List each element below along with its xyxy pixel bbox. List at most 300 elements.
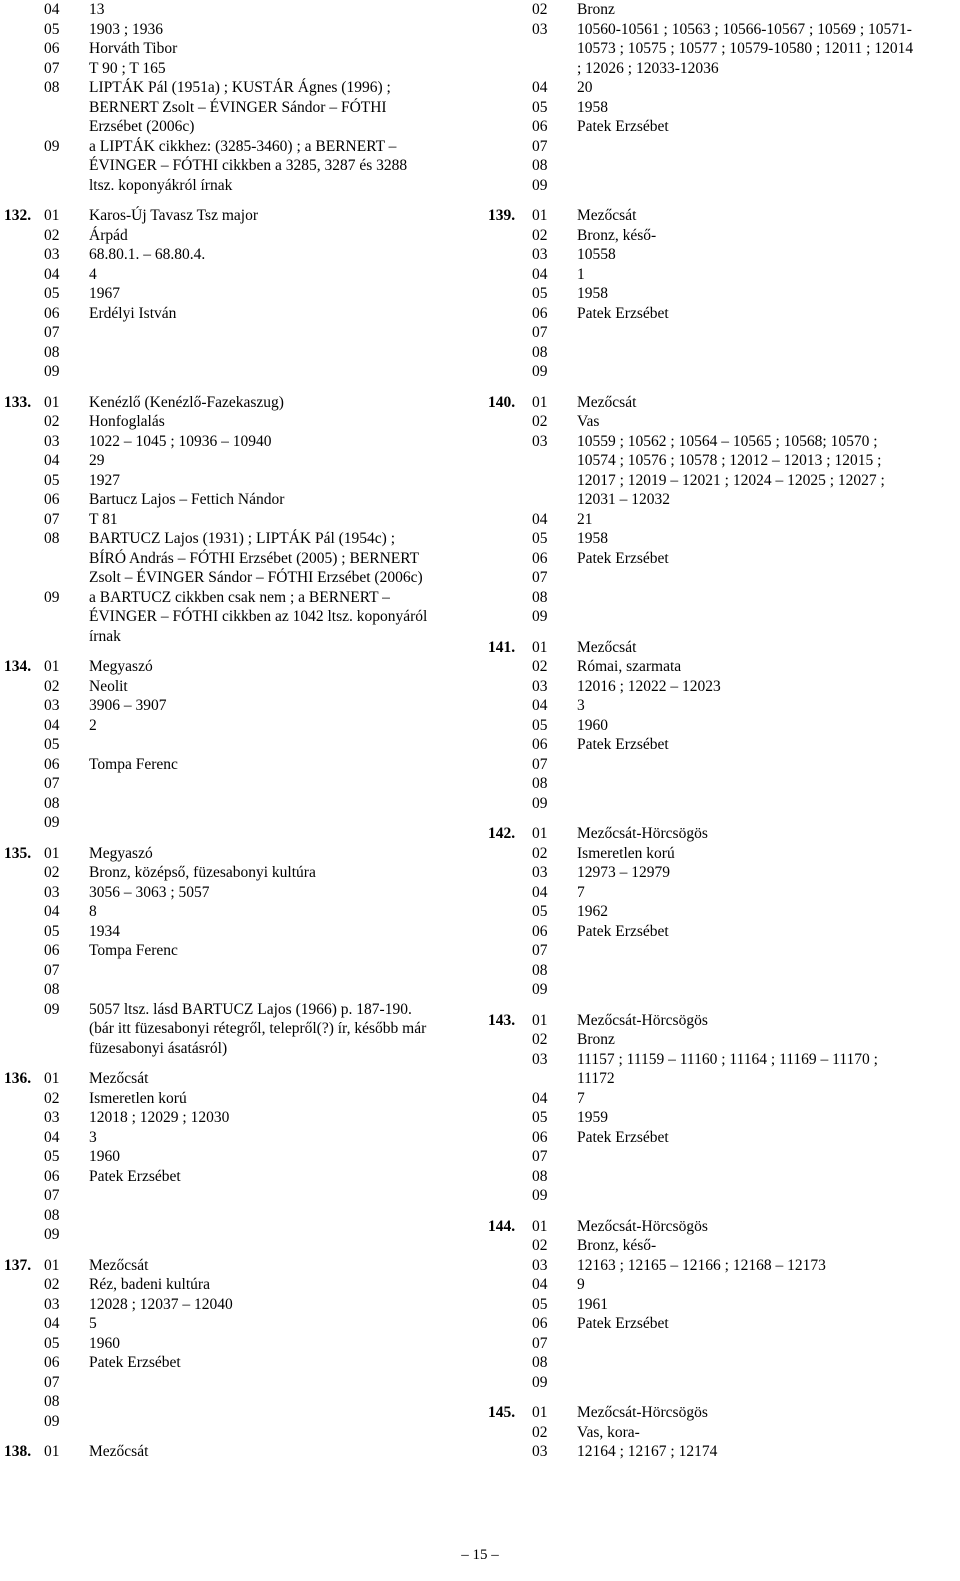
entry-field-row <box>488 755 960 775</box>
entry-field-row <box>0 1206 472 1226</box>
field-value: 68.80.1. – 68.80.4. <box>89 246 206 263</box>
entry-field-row <box>488 412 960 432</box>
field-value: 12164 ; 12167 ; 12174 <box>577 1443 718 1460</box>
field-code: 05 <box>532 1295 548 1313</box>
field-code: 02 <box>44 226 60 244</box>
field-code: 04 <box>532 265 548 283</box>
field-code: 06 <box>44 1354 60 1371</box>
entry-field-row <box>0 510 472 530</box>
entry-field-row <box>0 1167 472 1187</box>
field-code: 06 <box>44 1167 60 1185</box>
field-code: 07 <box>44 510 60 528</box>
entry-number <box>488 323 532 343</box>
field-value: 1903 ; 1936 <box>89 20 164 38</box>
field-value: LIPTÁK Pál (1951a) ; KUSTÁR Ágnes (1996) ; BERNERT Zsolt – ÉVINGER Sándor – FÓTHI Erzsébet (2006c) <box>89 79 391 135</box>
catalog-entry <box>488 638 960 814</box>
field-code: 06 <box>44 304 60 322</box>
entry-number <box>0 1167 44 1187</box>
entry-field-row <box>488 245 960 265</box>
field-value: Patek Erzsébet <box>577 1128 669 1146</box>
entry-number <box>0 755 44 775</box>
entry-number: 133. <box>4 393 32 411</box>
field-value <box>89 813 472 833</box>
field-value <box>89 794 472 814</box>
entry-field-row <box>0 206 472 226</box>
entry-number <box>0 471 44 491</box>
entry-field-row <box>488 1275 960 1295</box>
field-value <box>89 735 472 755</box>
field-value: 1960 <box>89 1334 120 1352</box>
entry-number <box>488 156 532 176</box>
field-code: 09 <box>44 588 60 606</box>
entry-field-row <box>0 471 472 491</box>
field-value: 1960 <box>89 1148 120 1165</box>
field-code: 04 <box>532 883 548 901</box>
entry-number <box>0 137 44 196</box>
field-value: 1958 <box>577 530 608 547</box>
field-value <box>577 568 960 588</box>
field-value: Mezőcsát <box>89 1256 149 1274</box>
entry-field-row <box>488 1256 960 1276</box>
entry-field-row <box>0 1225 472 1245</box>
entry-number <box>0 941 44 961</box>
field-code: 05 <box>532 1109 548 1126</box>
entry-number <box>488 549 532 569</box>
entry-field-row <box>488 137 960 157</box>
entry-number <box>0 716 44 736</box>
field-value <box>89 343 472 363</box>
entry-number <box>0 1392 44 1412</box>
entry-field-row <box>0 137 472 196</box>
field-code: 09 <box>532 608 548 625</box>
field-value <box>89 1412 472 1432</box>
field-code: 08 <box>532 588 548 606</box>
field-value: Bronz, késő- <box>577 1237 657 1254</box>
field-code: 05 <box>44 1148 60 1165</box>
entry-field-row <box>0 265 472 285</box>
field-value <box>577 1353 960 1373</box>
field-value: Ismeretlen korú <box>89 1089 187 1107</box>
field-value: Erdélyi István <box>89 304 177 322</box>
field-code: 01 <box>44 1443 60 1460</box>
field-code: 01 <box>532 825 548 842</box>
field-code: 05 <box>532 98 548 116</box>
field-code: 09 <box>532 1187 548 1204</box>
entry-field-row <box>0 39 472 59</box>
entry-number <box>488 265 532 285</box>
entry-number <box>488 1295 532 1315</box>
entry-field-row <box>0 922 472 942</box>
entry-number <box>0 78 44 137</box>
field-code: 04 <box>532 510 548 528</box>
entry-number <box>0 961 44 981</box>
field-code: 04 <box>532 1089 548 1107</box>
field-code: 04 <box>44 1 60 18</box>
field-code: 01 <box>532 207 548 224</box>
entry-field-row <box>488 78 960 98</box>
catalog-entry <box>488 206 960 382</box>
field-value: Neolit <box>89 677 128 695</box>
entry-number <box>488 1030 532 1050</box>
entry-field-row <box>488 1373 960 1393</box>
field-code: 06 <box>532 549 548 567</box>
entry-field-row <box>488 588 960 608</box>
entry-number <box>0 245 44 265</box>
catalog-entry <box>488 393 960 627</box>
field-code: 01 <box>532 638 548 656</box>
entry-field-row <box>488 1236 960 1256</box>
field-value: 3906 – 3907 <box>89 697 167 714</box>
field-value: 10559 ; 10562 ; 10564 – 10565 ; 10568; 10570 ; 10574 ; 10576 ; 10578 ; 12012 – 12013 ; 12015 ; 12017 ; 12019 – 12021 ; 12024 – 12025 ; 12027 ; 12031 – 12032 <box>577 432 885 508</box>
field-code: 04 <box>44 452 60 469</box>
entry-field-row <box>0 1392 472 1412</box>
entry-number <box>488 0 532 20</box>
field-value <box>577 588 960 608</box>
field-code: 02 <box>532 226 548 244</box>
entry-field-row <box>488 657 960 677</box>
field-code: 05 <box>44 285 60 302</box>
entry-number <box>488 98 532 118</box>
field-code: 07 <box>532 755 548 773</box>
field-value: T 90 ; T 165 <box>89 59 166 77</box>
entry-number <box>488 1186 532 1206</box>
field-code: 03 <box>532 864 548 881</box>
entry-number <box>488 1050 532 1089</box>
entry-number <box>0 0 44 20</box>
entry-field-row <box>0 20 472 40</box>
entry-field-row <box>488 922 960 942</box>
entry-field-row <box>488 774 960 794</box>
field-code: 09 <box>532 981 548 998</box>
field-code: 04 <box>44 1315 60 1332</box>
field-value <box>89 323 472 343</box>
field-code: 03 <box>532 432 548 450</box>
entry-field-row <box>0 1108 472 1128</box>
entry-field-row <box>488 696 960 716</box>
field-value: 1962 <box>577 903 608 920</box>
field-value: Megyaszó <box>89 658 153 675</box>
entry-field-row <box>488 1295 960 1315</box>
field-value <box>577 156 960 176</box>
field-value: 10558 <box>577 246 616 263</box>
field-code: 06 <box>532 1315 548 1332</box>
field-value: 3056 – 3063 ; 5057 <box>89 883 210 901</box>
field-value <box>89 1392 472 1412</box>
entry-number <box>0 490 44 510</box>
field-value <box>577 1373 960 1393</box>
field-code: 03 <box>532 1050 548 1068</box>
entry-number: 143. <box>488 1011 516 1029</box>
entry-number <box>488 922 532 942</box>
entry-number <box>488 1423 532 1443</box>
entry-field-row <box>488 1217 960 1237</box>
field-value <box>577 941 960 961</box>
entry-number <box>488 735 532 755</box>
field-value: 12028 ; 12037 – 12040 <box>89 1295 233 1313</box>
field-code: 02 <box>44 864 60 881</box>
entry-field-row <box>0 362 472 382</box>
field-value: 1960 <box>577 716 608 734</box>
entry-field-row <box>0 863 472 883</box>
field-code: 04 <box>532 697 548 714</box>
field-value: Honfoglalás <box>89 413 165 430</box>
entry-number <box>488 1128 532 1148</box>
field-code: 06 <box>532 736 548 753</box>
field-code: 01 <box>44 1256 60 1274</box>
entry-number <box>488 1108 532 1128</box>
entry-field-row <box>0 1295 472 1315</box>
entry-field-row <box>0 304 472 324</box>
entry-number <box>0 813 44 833</box>
field-code: 07 <box>44 1373 60 1391</box>
entry-field-row <box>488 323 960 343</box>
entry-number: 144. <box>488 1217 516 1235</box>
entry-number <box>0 1147 44 1167</box>
field-value <box>577 1334 960 1354</box>
entry-number: 139. <box>488 207 516 224</box>
entry-field-row <box>0 696 472 716</box>
entry-number <box>488 137 532 157</box>
field-code: 03 <box>532 677 548 695</box>
entry-field-row <box>0 432 472 452</box>
entry-field-row <box>0 343 472 363</box>
field-code: 07 <box>44 961 60 979</box>
entry-number <box>488 284 532 304</box>
entry-number <box>488 510 532 530</box>
entry-field-row <box>0 226 472 246</box>
entry-number <box>488 1236 532 1256</box>
field-value: 13 <box>89 1 105 18</box>
field-code: 08 <box>44 79 60 96</box>
field-code: 07 <box>532 942 548 959</box>
entry-field-row <box>488 1186 960 1206</box>
entry-number <box>488 568 532 588</box>
entry-field-row <box>488 844 960 864</box>
entry-field-row <box>488 794 960 814</box>
entry-field-row <box>0 1256 472 1276</box>
field-code: 02 <box>532 658 548 675</box>
entry-number <box>488 1334 532 1354</box>
field-code: 07 <box>44 324 60 341</box>
field-value: 12018 ; 12029 ; 12030 <box>89 1109 230 1126</box>
entry-field-row <box>0 941 472 961</box>
field-code: 08 <box>532 343 548 361</box>
entry-field-row <box>0 245 472 265</box>
entry-field-row <box>0 1275 472 1295</box>
entry-field-row <box>0 1373 472 1393</box>
entry-number <box>0 1412 44 1432</box>
field-code: 03 <box>44 697 60 714</box>
entry-number: 136. <box>4 1070 32 1087</box>
field-code: 07 <box>532 1148 548 1165</box>
field-value <box>577 607 960 627</box>
entry-number: 137. <box>4 1256 32 1274</box>
entry-field-row <box>488 1442 960 1462</box>
field-code: 03 <box>532 1256 548 1274</box>
entry-field-row <box>488 961 960 981</box>
entry-number <box>488 412 532 432</box>
entry-number <box>0 980 44 1000</box>
entry-field-row <box>0 78 472 137</box>
entry-number <box>0 1314 44 1334</box>
field-code: 09 <box>532 363 548 380</box>
field-code: 06 <box>532 922 548 940</box>
entry-field-row <box>488 176 960 196</box>
catalog-entry <box>0 393 472 647</box>
field-code: 09 <box>532 1373 548 1391</box>
field-value: Bronz <box>577 1 615 18</box>
field-value <box>577 774 960 794</box>
field-value: 7 <box>577 1089 585 1107</box>
entry-number <box>488 1167 532 1187</box>
field-value <box>577 980 960 1000</box>
field-code: 08 <box>44 1393 60 1410</box>
entry-number: 141. <box>488 638 516 656</box>
field-value: 29 <box>89 452 105 469</box>
field-code: 05 <box>532 285 548 302</box>
field-code: 02 <box>532 1237 548 1254</box>
entry-number <box>488 863 532 883</box>
catalog-entry <box>0 1256 472 1432</box>
field-code: 07 <box>532 324 548 341</box>
entry-number <box>0 794 44 814</box>
field-value: Tompa Ferenc <box>89 942 178 959</box>
entry-number <box>0 304 44 324</box>
field-value <box>577 794 960 814</box>
entry-field-row <box>488 0 960 20</box>
field-code: 09 <box>44 137 60 155</box>
entry-field-row <box>488 1089 960 1109</box>
field-value: Ismeretlen korú <box>577 844 675 862</box>
entry-number <box>0 774 44 794</box>
entry-number <box>0 1089 44 1109</box>
catalog-entry <box>0 657 472 833</box>
entry-number <box>0 226 44 246</box>
field-value: Árpád <box>89 226 128 244</box>
entry-number: 135. <box>4 844 32 862</box>
entry-number <box>0 1373 44 1393</box>
entry-field-row <box>0 1128 472 1148</box>
field-value <box>89 1225 472 1245</box>
field-code: 05 <box>532 903 548 920</box>
entry-field-row <box>0 716 472 736</box>
field-code: 03 <box>44 883 60 901</box>
field-value: Bronz, késő- <box>577 226 657 244</box>
entry-field-row <box>0 1442 472 1462</box>
entry-field-row <box>488 156 960 176</box>
entry-number <box>488 343 532 363</box>
field-code: 09 <box>44 814 60 831</box>
entry-field-row <box>488 824 960 844</box>
field-code: 03 <box>44 1109 60 1126</box>
field-value <box>89 1186 472 1206</box>
field-code: 09 <box>532 794 548 812</box>
entry-field-row <box>488 1128 960 1148</box>
entry-field-row <box>488 432 960 510</box>
entry-number <box>488 245 532 265</box>
entry-number <box>488 20 532 79</box>
field-value: Patek Erzsébet <box>577 118 669 135</box>
entry-number <box>488 716 532 736</box>
entry-field-row <box>0 980 472 1000</box>
field-value: 8 <box>89 903 97 920</box>
entry-number <box>0 677 44 697</box>
field-value: 1022 – 1045 ; 10936 – 10940 <box>89 432 272 450</box>
field-code: 02 <box>532 413 548 430</box>
field-code: 02 <box>44 1089 60 1107</box>
entry-number <box>488 176 532 196</box>
entry-field-row <box>488 529 960 549</box>
entry-field-row <box>0 657 472 677</box>
entry-field-row <box>0 0 472 20</box>
entry-number <box>0 529 44 588</box>
field-code: 03 <box>532 1443 548 1460</box>
field-value: Mezőcsát-Hörcsögös <box>577 1011 708 1029</box>
entry-number <box>0 1353 44 1373</box>
field-value <box>89 774 472 794</box>
entry-number <box>488 883 532 903</box>
entry-number <box>0 59 44 79</box>
entry-field-row <box>488 1353 960 1373</box>
entry-field-row <box>0 961 472 981</box>
entry-field-row <box>0 284 472 304</box>
entry-field-row <box>488 638 960 658</box>
field-code: 09 <box>44 1000 60 1018</box>
entry-field-row <box>488 735 960 755</box>
entry-field-row <box>488 941 960 961</box>
entry-field-row <box>0 490 472 510</box>
field-code: 04 <box>532 1276 548 1293</box>
field-code: 07 <box>532 569 548 586</box>
entry-number <box>0 1206 44 1226</box>
entry-number <box>0 696 44 716</box>
field-value: T 81 <box>89 510 118 528</box>
field-code: 01 <box>44 207 60 224</box>
entry-field-row <box>488 343 960 363</box>
entry-number <box>0 1108 44 1128</box>
left-column <box>0 0 472 1462</box>
right-column <box>488 0 960 1462</box>
entry-field-row <box>0 393 472 413</box>
catalog-entry <box>488 0 960 195</box>
field-value: Mezőcsát <box>577 393 637 411</box>
entry-field-row <box>0 1353 472 1373</box>
entry-field-row <box>0 902 472 922</box>
field-code: 08 <box>44 343 60 361</box>
field-code: 04 <box>44 1128 60 1146</box>
entry-number <box>488 844 532 864</box>
entry-field-row <box>0 1069 472 1089</box>
field-value <box>577 343 960 363</box>
entry-field-row <box>488 1147 960 1167</box>
entry-number <box>488 1147 532 1167</box>
field-value <box>577 362 960 382</box>
entry-number <box>0 432 44 452</box>
field-value: Mezőcsát <box>577 207 637 224</box>
field-value: 11157 ; 11159 – 11160 ; 11164 ; 11169 – 11170 ; 11172 <box>577 1050 878 1087</box>
entry-field-row <box>0 677 472 697</box>
catalog-entry <box>0 206 472 382</box>
entry-number <box>0 510 44 530</box>
field-value: Mezőcsát-Hörcsögös <box>577 825 708 842</box>
entry-field-row <box>0 774 472 794</box>
entry-number <box>0 1225 44 1245</box>
field-code: 05 <box>44 922 60 940</box>
entry-number <box>0 323 44 343</box>
field-code: 03 <box>44 1295 60 1313</box>
entry-number: 134. <box>4 658 32 675</box>
catalog-entry <box>488 1011 960 1206</box>
